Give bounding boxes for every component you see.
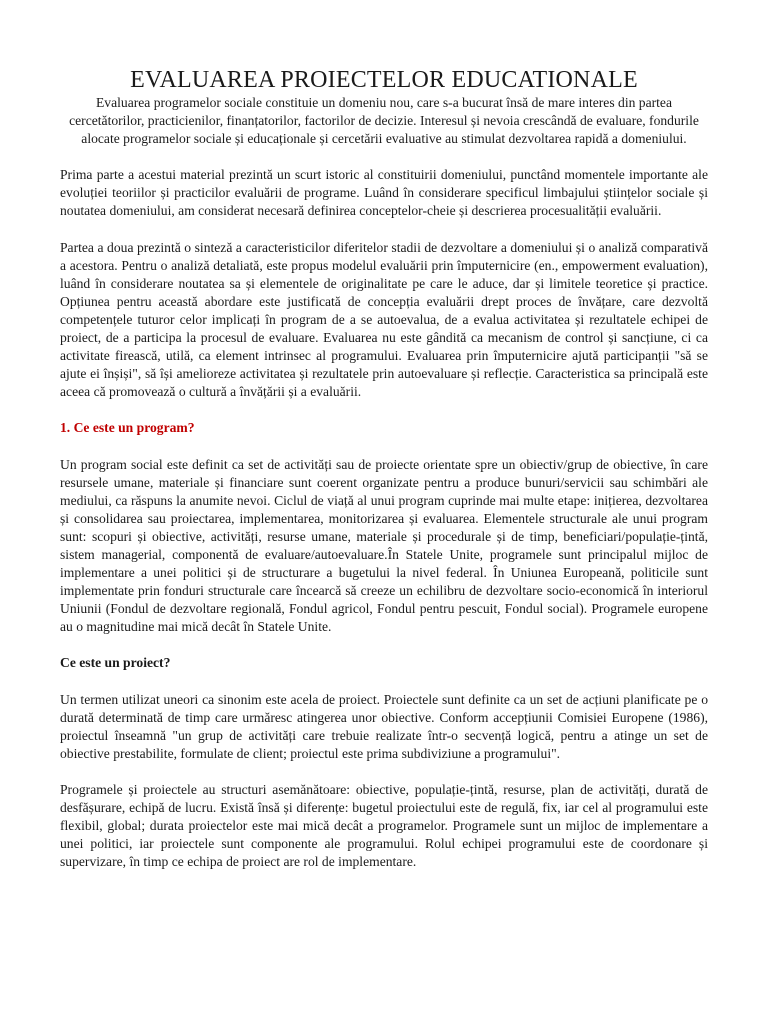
paragraph-program-vs-project: Programele și proiectele au structuri asemănătoare: obiective, populație-țintă, resurse, plan de activități, durată de desfășurare, echipă de lucru. Există însă și diferențe: bugetul proiectului este de regulă, fix, iar cel al programului este flexibil, global; durata proiectelor este mai mică decât a programelor. Programele sunt un mijloc de implementare a unei politici, iar proiectele sunt componente ale programului. Rolul echipei programului este de coordonare și supervizare, în timp ce echipa de proiect are rol de implementare. — [60, 781, 708, 870]
paragraph-history: Prima parte a acestui material prezintă un scurt istoric al constituirii domeniului, punctând momentele importante ale evoluției teoriilor și practicilor evaluării de programe. Luând în considerare specificul limbajului științelor sociale și noutatea domeniului, am considerat necesară definirea conceptelor-cheie și descrierea procesualității evaluării. — [60, 167, 708, 219]
document-title: EVALUAREA PROIECTELOR EDUCATIONALE — [130, 67, 638, 93]
paragraph-project-definition: Un termen utilizat uneori ca sinonim este acela de proiect. Proiectele sunt definite ca un set de acțiuni planificate pe o durată determinată de timp care urmăresc atingerea unor obiective. Conform accepțiunii Comisiei Europene (1986), proiectul înseamnă "un grup de activități care trebuie realizate într-o secvență logică, pentru a atinge un set de obiective prestabilite, formulate de client; proiectul este prima subdiviziune a programului". — [60, 691, 708, 761]
paragraph-synthesis: Partea a doua prezintă o sinteză a caracteristicilor diferitelor stadii de dezvoltare a domeniului și o analiză comparativă a acestora. Pentru o analiză detaliată, este propus modelul evaluării prin împuternicire (en., empowerment evaluation), luând în considerare noutatea sa și elementele de originalitate pe care le aduce, dar și limitele teoretice și practice. Opțiunea pentru această abordare este justificată de concepția evaluării drept proces de învățare, care dezvoltă competențele tuturor celor implicați în program de a se autoevalua, de a evalua activitatea și rezultatele echipei de proiect, de a participa la procesul de evaluare. Evaluarea nu este gândită ca mecanism de control și sancțiune, ci ca activitate firească, utilă, ca element intrinsec al programului. Evaluarea prin împuternicire ajută participanții "să se ajute ei înșiși", să își amelioreze activitatea și rezultatele prin autoevaluare și reflecție. Caracteristica sa principală este aceea că promovează o cultură a învățării și a evaluării. — [60, 239, 708, 400]
section-heading-project: Ce este un proiect? — [60, 655, 171, 671]
paragraph-program-definition: Un program social este definit ca set de activități sau de proiecte orientate spre un obiectiv/grup de obiective, în care resursele umane, materiale și financiare sunt coerent organizate pentru a produce bunuri/servicii sau schimbări ale mediului, ca răspuns la anumite nevoi. Ciclul de viață al unui program cuprinde mai multe etape: inițierea, dezvoltarea și consolidarea sau proiectarea, implementarea, monitorizarea și evaluarea. Elementele structurale ale unui program sunt: scopuri și obiective, activități, resurse umane, materiale și procedurale și de timp, beneficiari/populație-țintă, sistem managerial, componentă de evaluare/autoevaluare.În Statele Unite, programele sunt principalul mijloc de implementare a unei politici și de structurare a bugetului la nivel federal. În Uniunea Europeană, politicile sunt implementate prin fonduri structurale care încearcă să creeze un echilibru de dezvoltare socio-economică în interiorul Uniunii (Fondul de dezvoltare regională, Fondul agricol, Fondul pentru pescuit, Fondul social). Programele europene au o magnitudine mai mică decât în Statele Unite. — [60, 456, 708, 635]
section-heading-program: 1. Ce este un program? — [60, 420, 195, 436]
intro-paragraph: Evaluarea programelor sociale constituie un domeniu nou, care s-a bucurat însă de mare interes din partea cercetătorilor, practicienilor, finanțatorilor, factorilor de decizie. Interesul și nevoia crescândă de evaluare, fondurile alocate programelor sociale și educaționale și cercetării evaluative au stimulat dezvoltarea rapidă a domeniului. — [69, 95, 699, 147]
